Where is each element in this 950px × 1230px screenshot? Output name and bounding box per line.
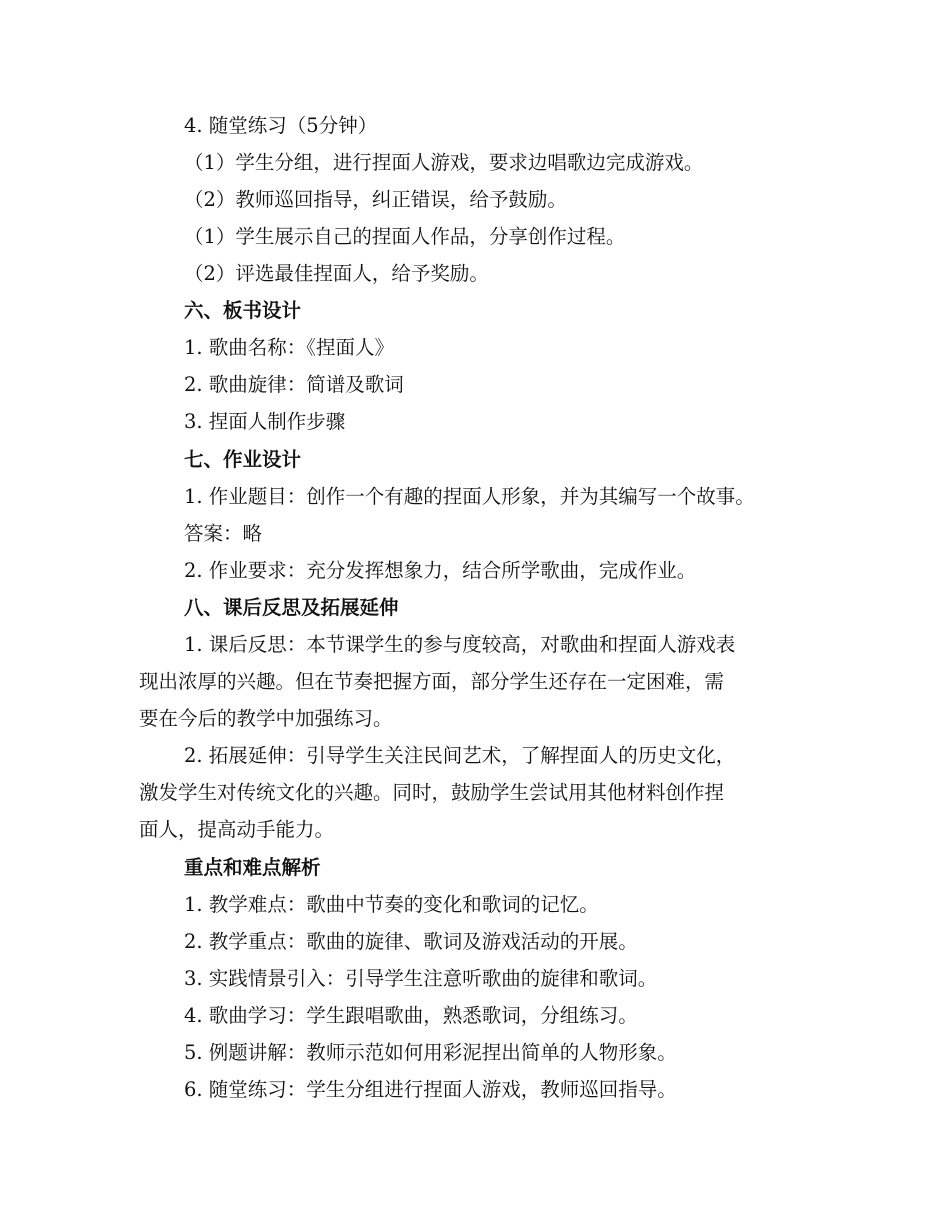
section4-item-1: （1）学生分组，进行捏面人游戏，要求边唱歌边完成游戏。 xyxy=(184,151,704,174)
section7-item-1: 1. 作业题目：创作一个有趣的捏面人形象，并为其编写一个故事。 xyxy=(184,485,755,508)
section8-p2-line-2: 激发学生对传统文化的兴趣。同时，鼓励学生尝试用其他材料创作捏 xyxy=(139,781,725,804)
section4-item-4: （2）评选最佳捏面人，给予奖励。 xyxy=(184,262,489,285)
keypoints-item-6: 6. 随堂练习：学生分组进行捏面人游戏，教师巡回指导。 xyxy=(184,1078,677,1101)
keypoints-item-4: 4. 歌曲学习：学生跟唱歌曲，熟悉歌词，分组练习。 xyxy=(184,1004,638,1027)
section6-item-1: 1. 歌曲名称：《捏面人》 xyxy=(184,336,395,359)
keypoints-heading: 重点和难点解析 xyxy=(184,856,321,879)
section8-p1-line-2: 现出浓厚的兴趣。但在节奏把握方面，部分学生还存在一定困难，需 xyxy=(139,670,725,693)
section7-answer: 答案：略 xyxy=(184,522,263,545)
section4-item-3: （1）学生展示自己的捏面人作品，分享创作过程。 xyxy=(184,225,626,248)
section4-title: 4. 随堂练习（5分钟） xyxy=(184,114,378,137)
keypoints-item-2: 2. 教学重点：歌曲的旋律、歌词及游戏活动的开展。 xyxy=(184,930,638,953)
section8-p1-line-3: 要在今后的教学中加强练习。 xyxy=(139,707,393,730)
section8-p2-line-1: 2. 拓展延伸：引导学生关注民间艺术，了解捏面人的历史文化， xyxy=(184,744,736,767)
section4-item-2: （2）教师巡回指导，纠正错误，给予鼓励。 xyxy=(184,188,567,211)
section6-item-3: 3. 捏面人制作步骤 xyxy=(184,410,346,433)
section6-heading: 六、板书设计 xyxy=(184,299,302,322)
section7-heading: 七、作业设计 xyxy=(184,448,302,471)
section7-item-2: 2. 作业要求：充分发挥想象力，结合所学歌曲，完成作业。 xyxy=(184,559,697,582)
section8-p1-line-1: 1. 课后反思：本节课学生的参与度较高，对歌曲和捏面人游戏表 xyxy=(184,633,736,656)
section6-item-2: 2. 歌曲旋律：简谱及歌词 xyxy=(184,373,404,396)
section8-p2-line-3: 面人，提高动手能力。 xyxy=(139,818,335,841)
keypoints-item-5: 5. 例题讲解：教师示范如何用彩泥捏出简单的人物形象。 xyxy=(184,1041,677,1064)
keypoints-item-1: 1. 教学难点：歌曲中节奏的变化和歌词的记忆。 xyxy=(184,893,599,916)
section8-heading: 八、课后反思及拓展延伸 xyxy=(184,596,399,619)
keypoints-item-3: 3. 实践情景引入：引导学生注意听歌曲的旋律和歌词。 xyxy=(184,967,658,990)
